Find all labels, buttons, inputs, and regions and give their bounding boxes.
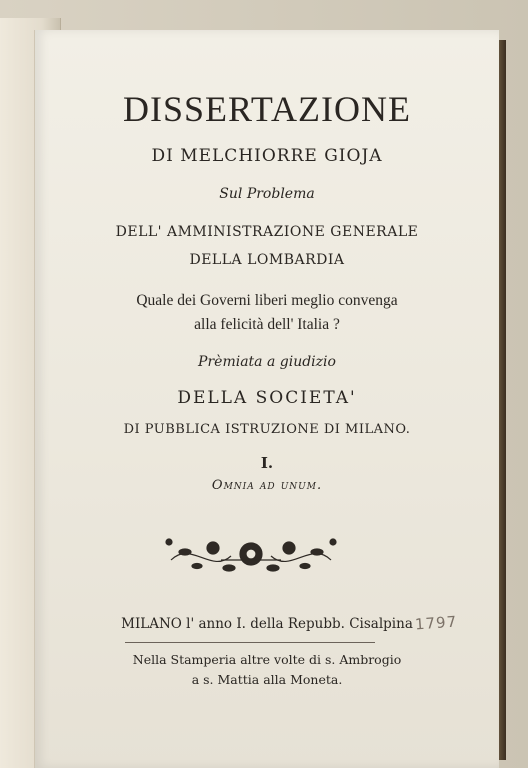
handwritten-year-note: 1797 xyxy=(414,612,458,634)
imprint-line: MILANO l' anno I. della Repubb. Cisalpina xyxy=(121,616,413,632)
book-title: DISSERTAZIONE xyxy=(123,89,411,129)
printer-line-2: a s. Mattia alla Moneta. xyxy=(191,672,343,687)
imprint-rule xyxy=(125,642,375,643)
author-line: DI MELCHIORRE GIOJA xyxy=(151,146,383,166)
institution-line: DI PUBBLICA ISTRUZIONE DI MILANO. xyxy=(123,422,411,437)
printer-line-1: Nella Stamperia altre volte di s. Ambrogio xyxy=(132,652,402,667)
society-line: DELLA SOCIETA' xyxy=(177,388,357,408)
region-line: DELLA LOMBARDIA xyxy=(189,252,345,268)
question-line-1: Quale dei Governi liberi meglio convenga xyxy=(136,292,398,309)
volume-number: I. xyxy=(260,454,274,472)
motto-line: Omnia ad unum. xyxy=(211,478,323,493)
prize-line: Prèmiata a giudizio xyxy=(198,354,336,370)
question-line-2: alla felicità dell' Italia ? xyxy=(194,316,340,333)
title-page xyxy=(34,30,499,768)
subtitle-line: Sul Problema xyxy=(219,186,315,202)
floral-vignette-icon xyxy=(161,530,341,578)
administration-line: DELL' AMMINISTRAZIONE GENERALE xyxy=(115,224,419,240)
